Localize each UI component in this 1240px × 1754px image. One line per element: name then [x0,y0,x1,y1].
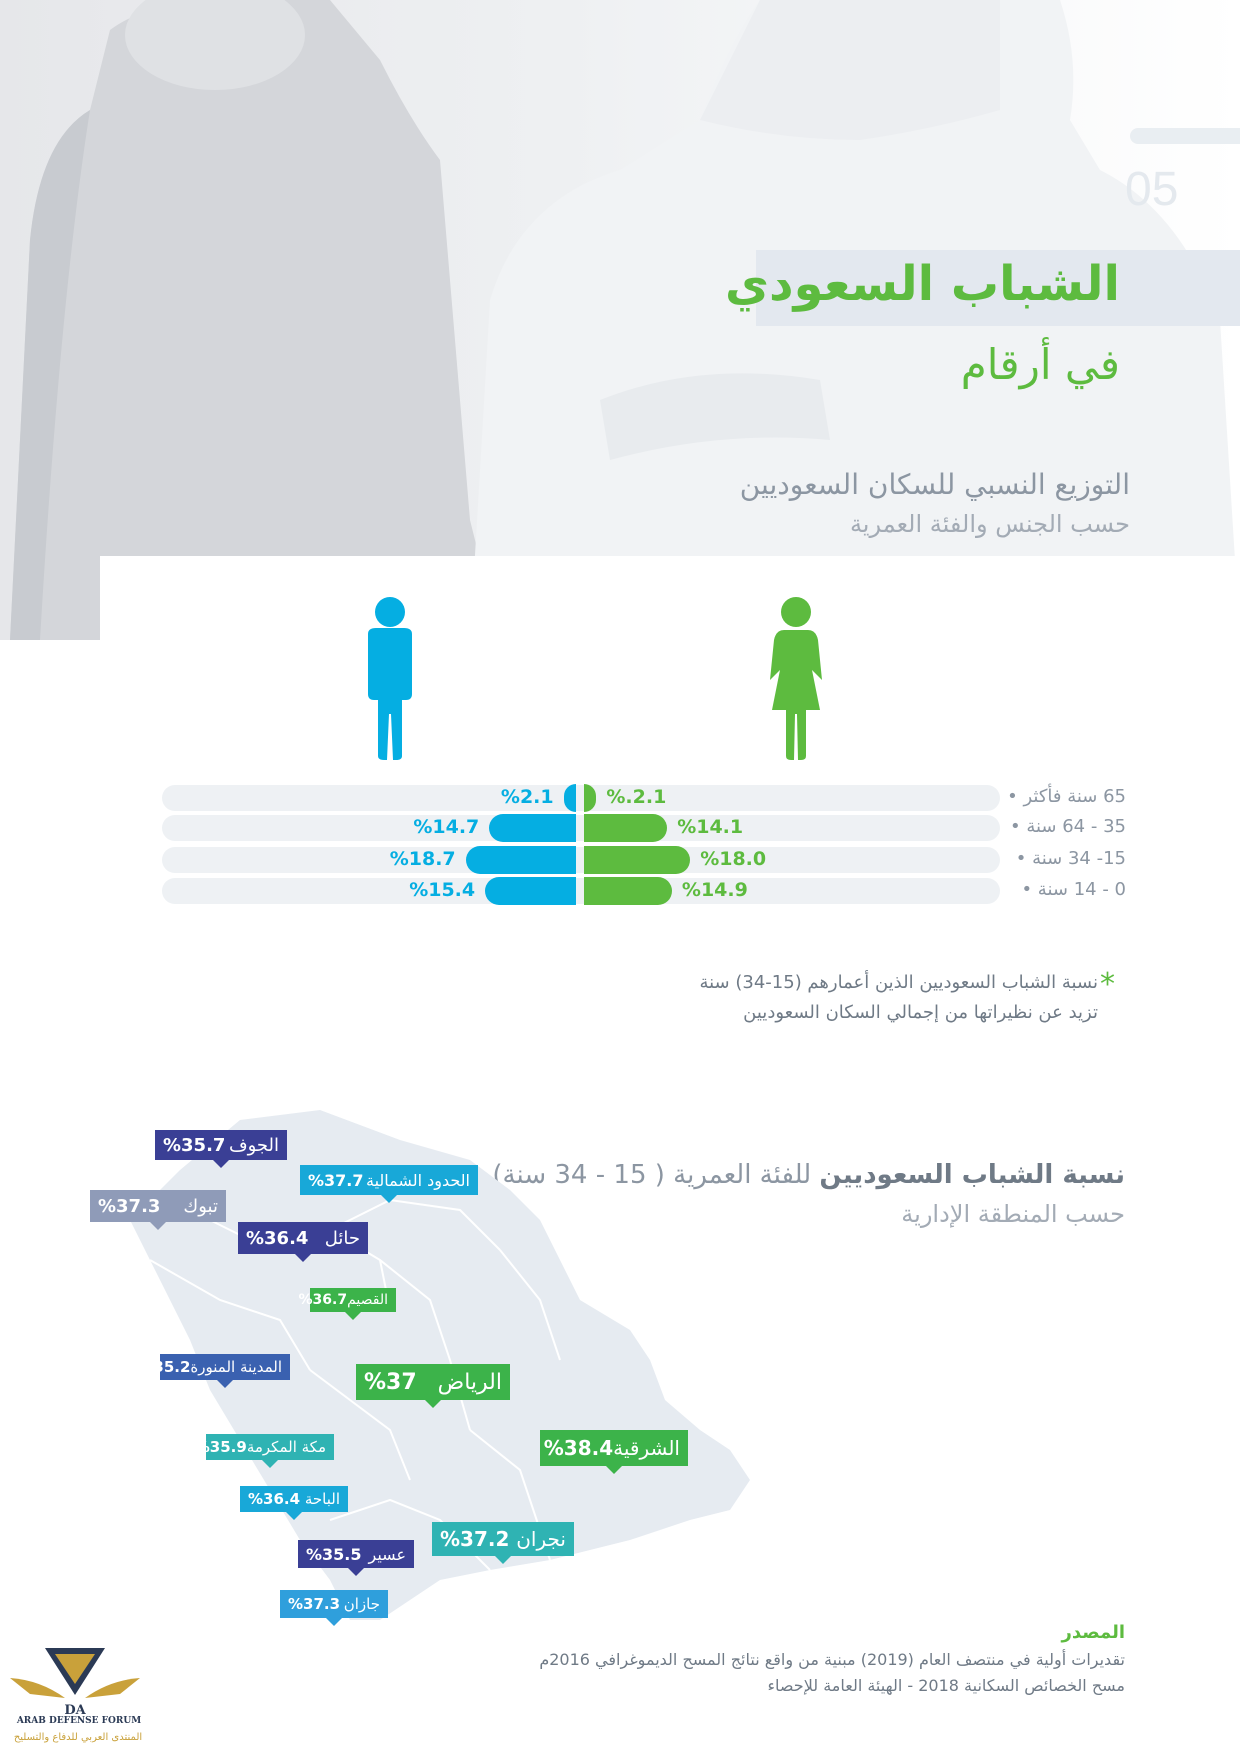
forum-name-ar: المنتدى العربي للدفاع والتسليح [13,1732,143,1743]
region-name: نجران [516,1527,566,1551]
region-tag [90,1190,226,1222]
region-value: %35.7 [163,1134,226,1156]
region-value: %37.7 [308,1170,364,1190]
male-value-label: %2.1 [500,786,554,808]
male-bar [485,877,576,905]
region-tag [300,1165,478,1195]
region-name: حائل [324,1227,360,1249]
source-line-1: تقديرات أولية في منتصف العام (2019) مبنية من واقع نتائج المسح الديموغرافي 2016م [539,1650,1125,1669]
age-group-label: 15- 34 سنة • [1015,848,1126,869]
male-bar [466,846,576,874]
male-value-label: %18.7 [389,848,456,870]
note-line-1: نسبة الشباب السعوديين الذين أعمارهم (15-34) سنة [699,972,1098,993]
region-value: %35.9 [194,1438,247,1456]
region-tag [432,1522,574,1556]
male-bar [489,814,576,842]
region-name: الرياض [437,1369,502,1395]
region-value: %37 [364,1369,417,1395]
female-bar [584,846,690,874]
region-value: %36.4 [248,1490,301,1508]
region-value: %35.2 [138,1358,191,1376]
age-group-label: 35 - 64 سنة • [1010,816,1126,837]
forum-name-en: ARAB DEFENSE FORUM [16,1716,142,1726]
region-tag [138,1354,290,1380]
region-name: تبوك [183,1195,218,1217]
region-tag [356,1364,510,1400]
region-tag [298,1288,396,1312]
female-bar [584,877,672,905]
map-title-bold: نسبة الشباب السعوديين [819,1160,1125,1190]
region-value: %37.3 [288,1595,341,1613]
star-bullet-icon: * [1100,967,1115,1002]
region-value: %35.5 [306,1544,362,1564]
region-name: الباحة [304,1490,340,1508]
pyramid-track [162,847,1000,873]
age-group-label: 65 سنة فأكثر • [1007,786,1126,807]
region-name: الحدود الشمالية [366,1170,470,1190]
region-value: %38.4 [543,1436,614,1460]
female-value-label: %14.9 [681,879,748,901]
pyramid-track [162,785,1000,811]
region-name: جازان [343,1595,380,1613]
region-name: الشرقية [613,1436,680,1460]
female-value-label: %14.1 [677,816,744,838]
note-line-2: تزيد عن نظيراتها من إجمالي السكان السعوديين [743,1002,1098,1023]
forum-logo [10,1640,140,1718]
distribution-subtitle: حسب الجنس والفئة العمرية [849,510,1130,538]
map-subtitle: حسب المنطقة الإدارية [901,1200,1125,1228]
pyramid-track [162,815,1000,841]
source-line-2: مسح الخصائص السكانية 2018 - الهيئة العامة للإحصاء [767,1676,1125,1695]
region-tag [280,1590,388,1618]
page-subtitle: في أرقام [960,340,1120,389]
female-value-label: %.2.1 [606,786,667,808]
region-name: المدينة المنورة [190,1358,282,1376]
region-tag [240,1486,348,1512]
region-name: مكة المكرمة [246,1438,326,1456]
source-heading: المصدر [1061,1622,1125,1643]
female-bar [584,814,667,842]
region-name: القصيم [347,1292,388,1308]
region-value: %36.4 [246,1227,309,1249]
distribution-title: التوزيع النسبي للسكان السعوديين [739,468,1130,501]
male-value-label: %14.7 [413,816,480,838]
region-tag [155,1130,287,1160]
female-value-label: %18.0 [700,848,767,870]
pyramid-track [162,878,1000,904]
region-tag [540,1430,688,1466]
region-tag [238,1222,368,1254]
region-tag [194,1434,334,1460]
region-value: %37.2 [440,1527,510,1551]
region-value: %36.7 [298,1292,348,1308]
map-title-rest: للفئة العمرية ( 15 - 34 سنة) [492,1160,812,1190]
region-name: عسير [368,1544,406,1564]
page-title: الشباب السعودي [724,256,1120,312]
region-name: الجوف [228,1134,279,1156]
male-value-label: %15.4 [409,879,476,901]
forum-logo-mark: DA [64,1703,86,1718]
region-value: %37.3 [98,1195,161,1217]
age-group-label: 0 - 14 سنة • [1021,879,1126,900]
region-tag [298,1540,414,1568]
page-number: 05 [1125,163,1179,216]
